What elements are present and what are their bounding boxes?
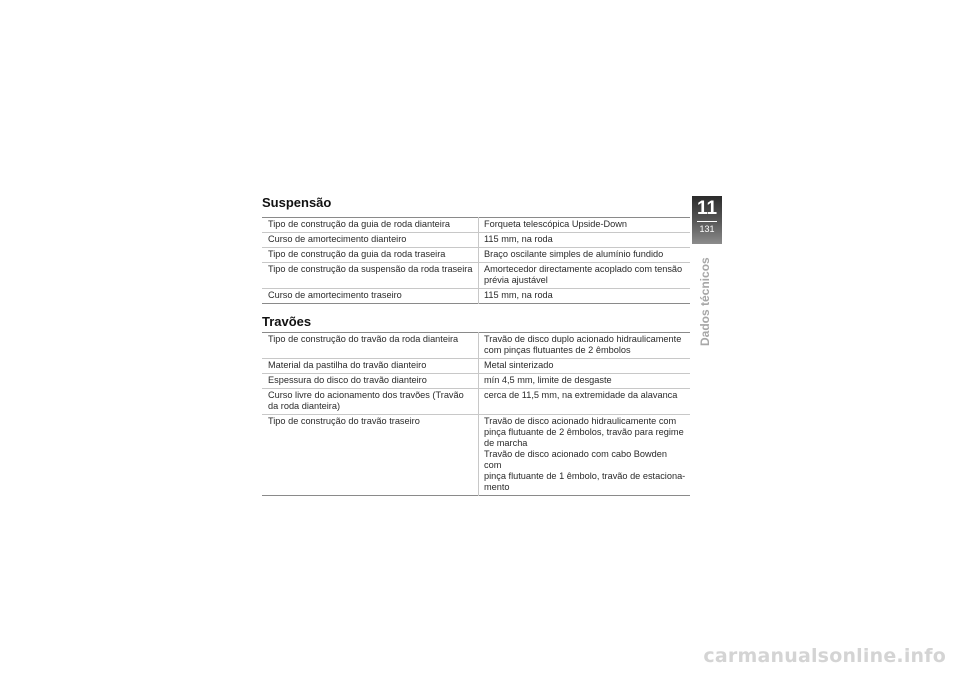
spec-label-line: Material da pastilha do travão dianteiro	[268, 360, 427, 370]
spec-label	[262, 263, 479, 289]
spec-value-line: 115 mm, na roda	[484, 290, 553, 300]
spec-label-line: da roda dianteira)	[268, 401, 341, 411]
chapter-tab	[692, 196, 722, 244]
section-title-brakes: Travões	[262, 314, 312, 329]
spec-value	[479, 248, 691, 263]
page-content	[262, 195, 690, 496]
spec-label-line: Tipo de construção da guia da roda traseira	[268, 249, 446, 259]
section-title-suspension: Suspensão	[262, 195, 332, 210]
spec-label-line: Tipo de construção da guia de roda dianteira	[268, 219, 450, 229]
spec-label	[262, 218, 479, 233]
spec-value-line: pinça flutuante de 2 êmbolos, travão para regime	[484, 427, 684, 437]
spec-row	[262, 333, 690, 359]
spec-value	[479, 333, 691, 359]
spec-label-line: Tipo de construção da suspensão da roda traseira	[268, 264, 473, 274]
spec-row	[262, 374, 690, 389]
page-number: 131	[699, 224, 715, 234]
spec-label-line: Curso de amortecimento dianteiro	[268, 234, 407, 244]
spec-label-line: Curso de amortecimento traseiro	[268, 290, 402, 300]
spec-value-line: 115 mm, na roda	[484, 234, 553, 244]
spec-row	[262, 389, 690, 415]
spec-label	[262, 289, 479, 304]
spec-value	[479, 415, 691, 496]
spec-row	[262, 233, 690, 248]
spec-value	[479, 218, 691, 233]
spec-value-line: mento	[484, 482, 510, 492]
brakes-spec-rows	[262, 333, 690, 496]
chapter-tab-divider	[697, 221, 717, 222]
suspension-spec-table	[262, 217, 690, 304]
side-chapter-title: Dados técnicos	[698, 257, 712, 346]
spec-label	[262, 374, 479, 389]
spec-value-line: Braço oscilante simples de alumínio fundido	[484, 249, 664, 259]
spec-row	[262, 248, 690, 263]
spec-value-line: Travão de disco acionado com cabo Bowden com	[484, 449, 668, 470]
spec-value-line: prévia ajustável	[484, 275, 548, 285]
spec-row	[262, 415, 690, 496]
spec-label-line: Tipo de construção do travão da roda dianteira	[268, 334, 459, 344]
spec-value-line: Metal sinterizado	[484, 360, 554, 370]
spec-value-line: cerca de 11,5 mm, na extremidade da alavanca	[484, 390, 678, 400]
chapter-number: 11	[696, 198, 718, 219]
spec-value-line: pinça flutuante de 1 êmbolo, travão de estaciona-	[484, 471, 686, 481]
spec-row	[262, 289, 690, 304]
spec-value	[479, 374, 691, 389]
spec-label-line: Tipo de construção do travão traseiro	[268, 416, 420, 426]
spec-label	[262, 359, 479, 374]
spec-row	[262, 218, 690, 233]
brakes-spec-table	[262, 332, 690, 496]
spec-label-line: Espessura do disco do travão dianteiro	[268, 375, 427, 385]
spec-value-line: Travão de disco acionado hidraulicamente com	[484, 416, 677, 426]
spec-value-line: Forqueta telescópica Upside-Down	[484, 219, 627, 229]
spec-label-line: Curso livre do acionamento dos travões (Travão	[268, 390, 464, 400]
spec-row	[262, 359, 690, 374]
suspension-spec-rows	[262, 218, 690, 304]
spec-value	[479, 289, 691, 304]
spec-label	[262, 415, 479, 496]
spec-value	[479, 263, 691, 289]
spec-value-line: mín 4,5 mm, limite de desgaste	[484, 375, 612, 385]
spec-value	[479, 359, 691, 374]
spec-label	[262, 248, 479, 263]
spec-value-line: Travão de disco duplo acionado hidraulicamente	[484, 334, 682, 344]
spec-value-line: de marcha	[484, 438, 528, 448]
spec-value	[479, 389, 691, 415]
spec-row	[262, 263, 690, 289]
spec-value-line: Amortecedor directamente acoplado com tensão	[484, 264, 683, 274]
spec-label	[262, 389, 479, 415]
spec-label	[262, 333, 479, 359]
spec-value-line: com pinças flutuantes de 2 êmbolos	[484, 345, 631, 355]
spec-label	[262, 233, 479, 248]
spec-value	[479, 233, 691, 248]
watermark: carmanualsonline.info	[703, 645, 946, 667]
